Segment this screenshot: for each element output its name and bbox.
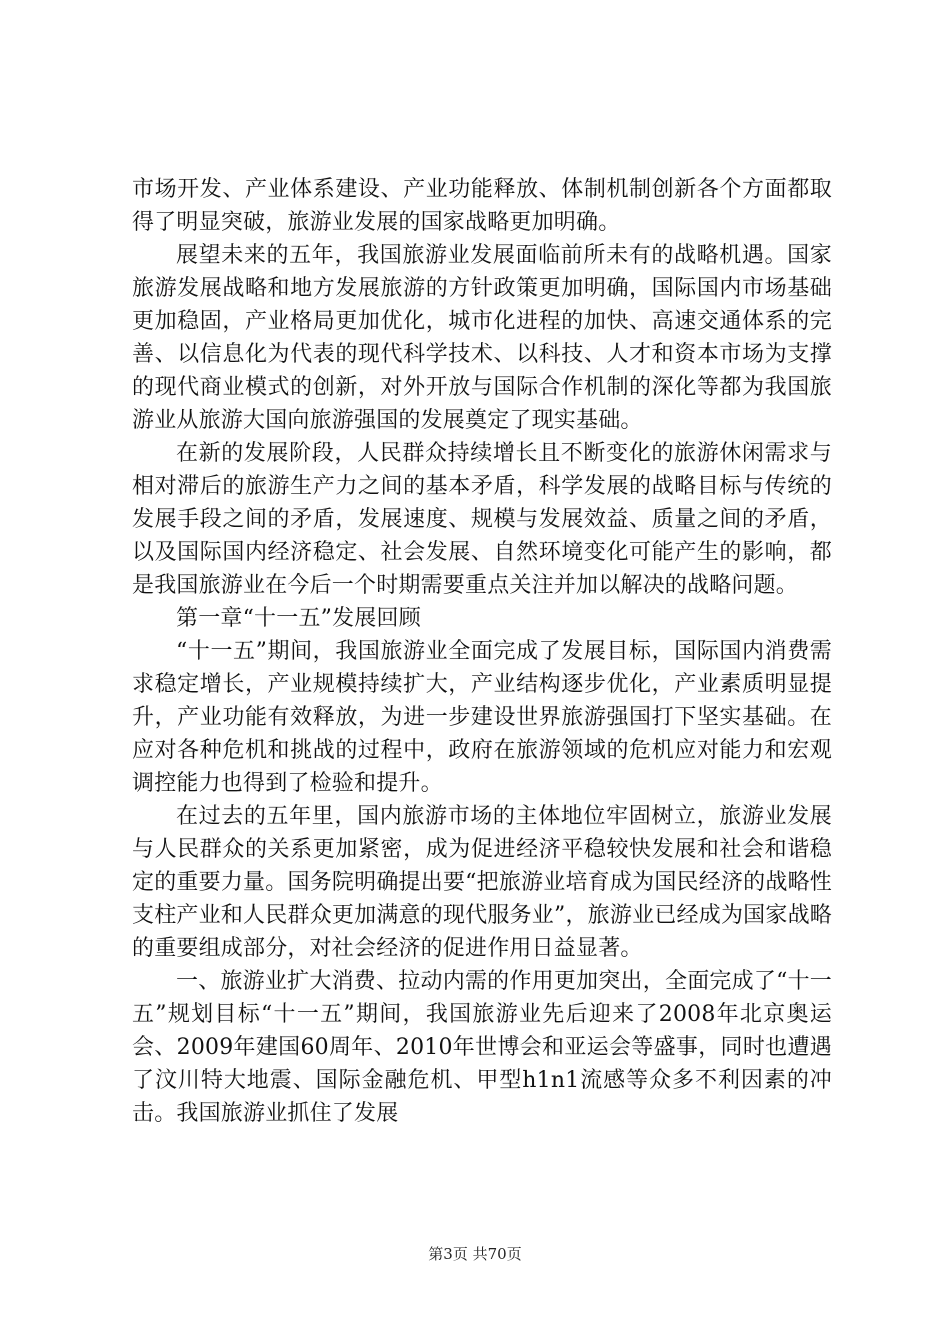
chapter-heading: 第一章“十一五”发展回顾 (176, 606, 421, 631)
paragraph-5: 在过去的五年里，国内旅游市场的主体地位牢固树立，旅游业发展与人民群众的关系更加紧密，成为促进经济平稳较快发展和社会和谐稳定的重要力量。国务院明确提出要“把旅游业培育成为国民经济的战略性支柱产业和人民群众更加满意的现代服务业”，旅游业已经成为国家战略的重要组成部分，对社会经济的促进作用日益显著。 (132, 804, 832, 961)
paragraph-1: 市场开发、产业体系建设、产业功能释放、体制机制创新各个方面都取得了明显突破，旅游业发展的国家战略更加明确。 (132, 177, 832, 235)
page-footer (0, 1244, 950, 1264)
paragraph-3: 在新的发展阶段，人民群众持续增长且不断变化的旅游休闲需求与相对滞后的旅游生产力之间的基本矛盾，科学发展的战略目标与传统的发展手段之间的矛盾，发展速度、规模与发展效益、质量之间的矛盾，以及国际国内经济稳定、社会发展、自然环境变化可能产生的影响，都是我国旅游业在今后一个时期需要重点关注并加以解决的战略问题。 (132, 441, 832, 598)
page-number: 第3页 共70页 (428, 1245, 522, 1263)
paragraph-2: 展望未来的五年，我国旅游业发展面临前所未有的战略机遇。国家旅游发展战略和地方发展旅游的方针政策更加明确，国际国内市场基础更加稳固，产业格局更加优化，城市化进程的加快、高速交通体系的完善、以信息化为代表的现代科学技术、以科技、人才和资本市场为支撑的现代商业模式的创新，对外开放与国际合作机制的深化等都为我国旅游业从旅游大国向旅游强国的发展奠定了现实基础。 (132, 243, 832, 433)
paragraph-4: “十一五”期间，我国旅游业全面完成了发展目标，国际国内消费需求稳定增长，产业规模持续扩大，产业结构逐步优化，产业素质明显提升，产业功能有效释放，为进一步建设世界旅游强国打下坚实基础。在应对各种危机和挑战的过程中，政府在旅游领域的危机应对能力和宏观调控能力也得到了检验和提升。 (132, 639, 832, 796)
paragraph-6: 一、旅游业扩大消费、拉动内需的作用更加突出，全面完成了“十一五”规划目标“十一五”期间，我国旅游业先后迎来了2008年北京奥运会、2009年建国60周年、2010年世博会和亚运会等盛事，同时也遭遇了汶川特大地震、国际金融危机、甲型h1n1流感等众多不利因素的冲击。我国旅游业抓住了发展 (132, 969, 832, 1126)
document-body (132, 173, 832, 1130)
